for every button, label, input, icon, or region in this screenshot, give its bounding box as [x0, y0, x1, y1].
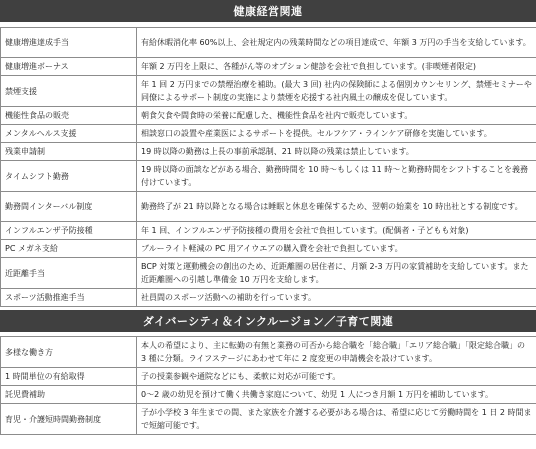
- row-description: ブルーライト軽減の PC 用アイウエアの購入費を会社で負担しています。: [137, 240, 536, 258]
- row-description: 19 時以降の面談などがある場合、勤務時間を 10 時～もしくは 11 時～と勤務時間をシフトすることを義務付けています。: [137, 161, 536, 192]
- row-label: 託児費補助: [1, 386, 137, 404]
- benefits-table-health: [0, 27, 536, 307]
- row-description: BCP 対策と運動機会の創出のため、近距離圏の居住者に、月額 2-3 万円の家賃補助を支給しています。また近距離圏への引越し準備金 10 万円を支給します。: [137, 258, 536, 289]
- row-description: 勤務終了が 21 時以降となる場合は睡眠と休息を確保するため、翌朝の始業を 10 時出社とする制度です。: [137, 192, 536, 222]
- row-description: 相談窓口の設置や産業医によるサポートを提供。セルフケア・ラインケア研修を実施しています。: [137, 125, 536, 143]
- row-description: 子の授業参観や通院などにも、柔軟に対応が可能です。: [137, 368, 536, 386]
- row-description: 有給休暇消化率 60%以上、会社規定内の残業時間などの項目達成で、年額 3 万円の手当を支給しています。: [137, 28, 536, 58]
- row-description: 0～2 歳の幼児を預けて働く共働き家庭について、幼児 1 人につき月額 1 万円を補助しています。: [137, 386, 536, 404]
- table-row: [1, 289, 536, 307]
- table-row: [1, 161, 536, 192]
- row-description: 年 1 回、インフルエンザ予防接種の費用を会社で負担しています。(配偶者・子どもも対象): [137, 222, 536, 240]
- row-description: 社員間のスポーツ活動への補助を行っています。: [137, 289, 536, 307]
- row-label: PC メガネ支給: [1, 240, 137, 258]
- row-label: 機能性食品の販売: [1, 107, 137, 125]
- row-label: 多様な働き方: [1, 337, 137, 368]
- table-row: [1, 222, 536, 240]
- section-title: 健康経営関連: [233, 5, 303, 18]
- row-description: 年 1 回 2 万円までの禁煙治療を補助。(最大 3 回) 社内の保険師による個別カウンセリング、禁煙セミナーや同僚によるサポート制度の実施により禁煙を応援する社内風土の醸成を促しています。: [137, 76, 536, 107]
- section-header-diversity: [0, 310, 536, 332]
- row-label: スポーツ活動推進手当: [1, 289, 137, 307]
- table-row: [1, 125, 536, 143]
- table-row: [1, 337, 536, 368]
- table-row: [1, 368, 536, 386]
- row-label: 健康増進達成手当: [1, 28, 137, 58]
- row-label: 育児・介護短時間勤務制度: [1, 404, 137, 435]
- row-label: タイムシフト勤務: [1, 161, 137, 192]
- row-description: 朝食欠食や間食時の栄養に配慮した、機能性食品を社内で販売しています。: [137, 107, 536, 125]
- row-description: 本人の希望により、主に転勤の有無と業務の可否から総合職を「総合職」「エリア総合職」「限定総合職」の 3 種に分類。ライフステージにあわせて年に 2 度変更の申請機会を設けています。: [137, 337, 536, 368]
- row-label: 近距離手当: [1, 258, 137, 289]
- table-row: [1, 58, 536, 76]
- table-row: [1, 28, 536, 58]
- row-label: メンタルヘルス支援: [1, 125, 137, 143]
- row-label: 禁煙支援: [1, 76, 137, 107]
- table-row: [1, 192, 536, 222]
- row-description: 19 時以降の勤務は上長の事前承認制、21 時以降の残業は禁止しています。: [137, 143, 536, 161]
- row-label: 残業申請制: [1, 143, 137, 161]
- table-row: [1, 404, 536, 435]
- table-row: [1, 258, 536, 289]
- row-label: インフルエンザ予防接種: [1, 222, 137, 240]
- table-row: [1, 107, 536, 125]
- row-label: 健康増進ボーナス: [1, 58, 137, 76]
- table-row: [1, 76, 536, 107]
- table-row: [1, 386, 536, 404]
- section-header-health: [0, 0, 536, 22]
- section-title: ダイバーシティ＆インクルージョン／子育て関連: [142, 315, 394, 328]
- row-label: 1 時間単位の有給取得: [1, 368, 137, 386]
- table-row: [1, 143, 536, 161]
- row-description: 年額 2 万円を上限に、各種がん等のオプション健診を会社で負担しています。(非喫煙者限定): [137, 58, 536, 76]
- row-label: 勤務間インターバル制度: [1, 192, 137, 222]
- table-row: [1, 240, 536, 258]
- row-description: 子が小学校 3 年生までの間、また家族を介護する必要がある場合は、希望に応じて労働時間を 1 日 2 時間まで短縮可能です。: [137, 404, 536, 435]
- benefits-table-diversity: [0, 336, 536, 435]
